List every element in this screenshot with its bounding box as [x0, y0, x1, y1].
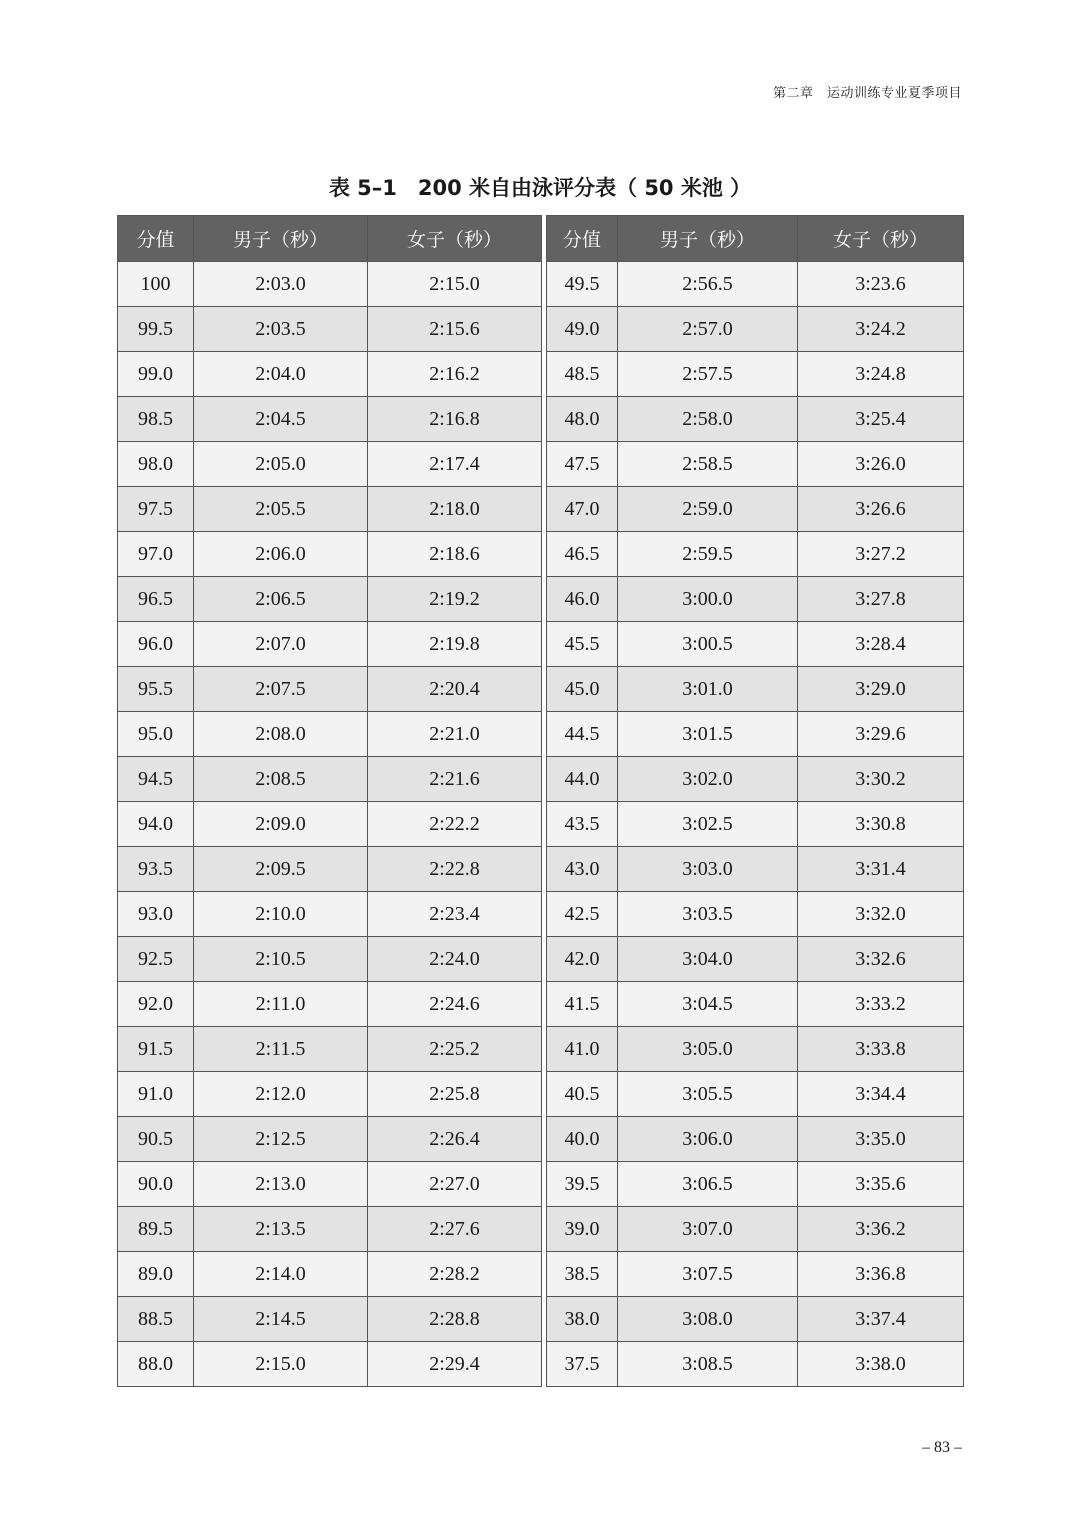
- cell-score: 42.5: [547, 892, 618, 937]
- cell-score: 97.0: [118, 532, 194, 577]
- column-header-score: 分值: [547, 216, 618, 262]
- cell-men-time: 2:59.0: [618, 487, 798, 532]
- cell-men-time: 3:02.5: [618, 802, 798, 847]
- cell-women-time: 2:26.4: [368, 1117, 542, 1162]
- cell-men-time: 3:05.5: [618, 1072, 798, 1117]
- cell-men-time: 2:57.0: [618, 307, 798, 352]
- cell-women-time: 2:15.0: [368, 262, 542, 307]
- cell-men-time: 2:08.5: [194, 757, 368, 802]
- table-row: [118, 1072, 542, 1117]
- cell-women-time: 3:28.4: [798, 622, 964, 667]
- cell-women-time: 2:28.2: [368, 1252, 542, 1297]
- cell-women-time: 3:32.0: [798, 892, 964, 937]
- cell-women-time: 2:20.4: [368, 667, 542, 712]
- cell-score: 98.5: [118, 397, 194, 442]
- table-row: [118, 1027, 542, 1072]
- cell-women-time: 3:32.6: [798, 937, 964, 982]
- cell-score: 37.5: [547, 1342, 618, 1387]
- cell-women-time: 2:22.8: [368, 847, 542, 892]
- cell-men-time: 3:01.5: [618, 712, 798, 757]
- table-row: [118, 667, 542, 712]
- table-row: [118, 802, 542, 847]
- cell-men-time: 2:03.0: [194, 262, 368, 307]
- column-header-women: 女子（秒）: [798, 216, 964, 262]
- cell-score: 98.0: [118, 442, 194, 487]
- cell-men-time: 2:57.5: [618, 352, 798, 397]
- table-row: [118, 937, 542, 982]
- cell-women-time: 2:21.0: [368, 712, 542, 757]
- cell-men-time: 3:07.5: [618, 1252, 798, 1297]
- cell-women-time: 2:18.6: [368, 532, 542, 577]
- cell-women-time: 2:27.6: [368, 1207, 542, 1252]
- cell-women-time: 2:19.8: [368, 622, 542, 667]
- cell-score: 49.5: [547, 262, 618, 307]
- table-row: [547, 532, 964, 577]
- cell-men-time: 3:03.5: [618, 892, 798, 937]
- cell-men-time: 2:58.0: [618, 397, 798, 442]
- cell-score: 44.0: [547, 757, 618, 802]
- cell-score: 90.0: [118, 1162, 194, 1207]
- cell-score: 48.0: [547, 397, 618, 442]
- cell-score: 89.0: [118, 1252, 194, 1297]
- cell-men-time: 2:13.0: [194, 1162, 368, 1207]
- cell-women-time: 3:27.2: [798, 532, 964, 577]
- cell-men-time: 2:10.5: [194, 937, 368, 982]
- cell-men-time: 3:08.5: [618, 1342, 798, 1387]
- cell-men-time: 2:04.0: [194, 352, 368, 397]
- cell-women-time: 3:25.4: [798, 397, 964, 442]
- cell-women-time: 3:26.0: [798, 442, 964, 487]
- table-header-row: [118, 216, 542, 262]
- cell-score: 41.5: [547, 982, 618, 1027]
- table-row: [118, 892, 542, 937]
- cell-score: 39.5: [547, 1162, 618, 1207]
- cell-women-time: 2:24.0: [368, 937, 542, 982]
- cell-women-time: 3:33.2: [798, 982, 964, 1027]
- cell-score: 47.0: [547, 487, 618, 532]
- cell-women-time: 3:30.8: [798, 802, 964, 847]
- cell-women-time: 3:30.2: [798, 757, 964, 802]
- table-row: [118, 352, 542, 397]
- cell-score: 45.5: [547, 622, 618, 667]
- table-title: 表 5–1 200 米自由泳评分表（ 50 米池 ）: [328, 176, 752, 200]
- table-row: [547, 1072, 964, 1117]
- table-row: [118, 307, 542, 352]
- cell-men-time: 3:00.5: [618, 622, 798, 667]
- table-body-left: [118, 262, 542, 1387]
- cell-women-time: 2:19.2: [368, 577, 542, 622]
- table-row: [547, 307, 964, 352]
- table-row: [547, 1162, 964, 1207]
- cell-men-time: 2:12.5: [194, 1117, 368, 1162]
- table-row: [118, 577, 542, 622]
- cell-men-time: 3:04.0: [618, 937, 798, 982]
- cell-score: 99.5: [118, 307, 194, 352]
- cell-score: 95.5: [118, 667, 194, 712]
- table-row: [118, 262, 542, 307]
- cell-score: 44.5: [547, 712, 618, 757]
- cell-men-time: 2:04.5: [194, 397, 368, 442]
- cell-women-time: 3:37.4: [798, 1297, 964, 1342]
- cell-score: 100: [118, 262, 194, 307]
- cell-score: 94.0: [118, 802, 194, 847]
- cell-score: 88.0: [118, 1342, 194, 1387]
- cell-score: 45.0: [547, 667, 618, 712]
- cell-score: 43.5: [547, 802, 618, 847]
- cell-women-time: 3:29.0: [798, 667, 964, 712]
- cell-score: 93.0: [118, 892, 194, 937]
- cell-score: 89.5: [118, 1207, 194, 1252]
- cell-score: 93.5: [118, 847, 194, 892]
- cell-men-time: 3:04.5: [618, 982, 798, 1027]
- table-row: [118, 1207, 542, 1252]
- cell-women-time: 3:36.8: [798, 1252, 964, 1297]
- cell-men-time: 2:06.0: [194, 532, 368, 577]
- cell-women-time: 3:24.8: [798, 352, 964, 397]
- cell-score: 91.0: [118, 1072, 194, 1117]
- cell-women-time: 3:35.6: [798, 1162, 964, 1207]
- cell-score: 88.5: [118, 1297, 194, 1342]
- cell-women-time: 3:26.6: [798, 487, 964, 532]
- table-row: [547, 1252, 964, 1297]
- cell-men-time: 3:02.0: [618, 757, 798, 802]
- cell-score: 46.5: [547, 532, 618, 577]
- cell-score: 38.5: [547, 1252, 618, 1297]
- table-row: [547, 1117, 964, 1162]
- table-header-row: [547, 216, 964, 262]
- cell-men-time: 2:15.0: [194, 1342, 368, 1387]
- table-row: [118, 1162, 542, 1207]
- cell-men-time: 2:14.5: [194, 1297, 368, 1342]
- table-row: [547, 577, 964, 622]
- cell-score: 41.0: [547, 1027, 618, 1072]
- cell-score: 96.5: [118, 577, 194, 622]
- cell-women-time: 3:24.2: [798, 307, 964, 352]
- cell-women-time: 2:18.0: [368, 487, 542, 532]
- cell-score: 47.5: [547, 442, 618, 487]
- cell-men-time: 2:07.0: [194, 622, 368, 667]
- cell-women-time: 3:34.4: [798, 1072, 964, 1117]
- cell-men-time: 2:08.0: [194, 712, 368, 757]
- cell-men-time: 3:06.5: [618, 1162, 798, 1207]
- table-row: [547, 622, 964, 667]
- cell-men-time: 2:14.0: [194, 1252, 368, 1297]
- table-row: [118, 712, 542, 757]
- cell-score: 99.0: [118, 352, 194, 397]
- table-row: [118, 622, 542, 667]
- cell-men-time: 2:09.0: [194, 802, 368, 847]
- table-row: [547, 1027, 964, 1072]
- cell-score: 48.5: [547, 352, 618, 397]
- cell-men-time: 2:13.5: [194, 1207, 368, 1252]
- table-row: [547, 1342, 964, 1387]
- cell-men-time: 3:00.0: [618, 577, 798, 622]
- cell-women-time: 2:16.8: [368, 397, 542, 442]
- table-row: [547, 847, 964, 892]
- table-row: [547, 712, 964, 757]
- running-head: 第二章 运动训练专业夏季项目: [772, 86, 962, 101]
- cell-women-time: 2:29.4: [368, 1342, 542, 1387]
- table-row: [547, 487, 964, 532]
- cell-men-time: 2:05.5: [194, 487, 368, 532]
- cell-men-time: 2:12.0: [194, 1072, 368, 1117]
- cell-score: 91.5: [118, 1027, 194, 1072]
- table-row: [118, 1252, 542, 1297]
- cell-men-time: 3:01.0: [618, 667, 798, 712]
- cell-women-time: 2:25.2: [368, 1027, 542, 1072]
- cell-score: 40.0: [547, 1117, 618, 1162]
- cell-women-time: 2:22.2: [368, 802, 542, 847]
- table-row: [547, 262, 964, 307]
- cell-women-time: 3:36.2: [798, 1207, 964, 1252]
- table-row: [547, 937, 964, 982]
- cell-men-time: 2:11.5: [194, 1027, 368, 1072]
- score-table-left: [117, 215, 542, 1387]
- table-row: [118, 487, 542, 532]
- cell-women-time: 2:17.4: [368, 442, 542, 487]
- cell-men-time: 3:05.0: [618, 1027, 798, 1072]
- cell-men-time: 3:08.0: [618, 1297, 798, 1342]
- cell-women-time: 2:25.8: [368, 1072, 542, 1117]
- cell-women-time: 2:15.6: [368, 307, 542, 352]
- cell-men-time: 2:03.5: [194, 307, 368, 352]
- table-row: [547, 757, 964, 802]
- table-row: [547, 892, 964, 937]
- table-row: [547, 1207, 964, 1252]
- table-row: [118, 757, 542, 802]
- table-row: [547, 667, 964, 712]
- cell-men-time: 2:05.0: [194, 442, 368, 487]
- cell-men-time: 2:10.0: [194, 892, 368, 937]
- cell-men-time: 3:06.0: [618, 1117, 798, 1162]
- cell-men-time: 2:11.0: [194, 982, 368, 1027]
- cell-score: 38.0: [547, 1297, 618, 1342]
- cell-men-time: 3:03.0: [618, 847, 798, 892]
- cell-score: 97.5: [118, 487, 194, 532]
- cell-score: 96.0: [118, 622, 194, 667]
- column-header-score: 分值: [118, 216, 194, 262]
- cell-score: 42.0: [547, 937, 618, 982]
- column-header-men: 男子（秒）: [618, 216, 798, 262]
- table-row: [547, 442, 964, 487]
- table-row: [118, 1297, 542, 1342]
- table-row: [118, 532, 542, 577]
- cell-women-time: 2:28.8: [368, 1297, 542, 1342]
- table-row: [118, 442, 542, 487]
- cell-score: 92.5: [118, 937, 194, 982]
- table-row: [118, 1117, 542, 1162]
- cell-women-time: 3:35.0: [798, 1117, 964, 1162]
- page-number: – 83 –: [922, 1439, 962, 1456]
- cell-men-time: 3:07.0: [618, 1207, 798, 1252]
- table-row: [118, 1342, 542, 1387]
- cell-women-time: 2:16.2: [368, 352, 542, 397]
- table-row: [547, 397, 964, 442]
- column-header-men: 男子（秒）: [194, 216, 368, 262]
- table-row: [547, 352, 964, 397]
- cell-women-time: 2:27.0: [368, 1162, 542, 1207]
- cell-men-time: 2:07.5: [194, 667, 368, 712]
- cell-men-time: 2:06.5: [194, 577, 368, 622]
- score-table-right: [546, 215, 964, 1387]
- cell-women-time: 3:38.0: [798, 1342, 964, 1387]
- table-body-right: [547, 262, 964, 1387]
- cell-women-time: 3:23.6: [798, 262, 964, 307]
- cell-men-time: 2:58.5: [618, 442, 798, 487]
- cell-women-time: 3:33.8: [798, 1027, 964, 1072]
- table-row: [118, 397, 542, 442]
- cell-score: 49.0: [547, 307, 618, 352]
- table-row: [547, 1297, 964, 1342]
- table-row: [547, 802, 964, 847]
- cell-women-time: 2:23.4: [368, 892, 542, 937]
- cell-women-time: 3:27.8: [798, 577, 964, 622]
- cell-men-time: 2:56.5: [618, 262, 798, 307]
- table-row: [547, 982, 964, 1027]
- cell-score: 43.0: [547, 847, 618, 892]
- cell-score: 40.5: [547, 1072, 618, 1117]
- cell-women-time: 2:24.6: [368, 982, 542, 1027]
- table-row: [118, 847, 542, 892]
- cell-score: 94.5: [118, 757, 194, 802]
- cell-women-time: 2:21.6: [368, 757, 542, 802]
- cell-men-time: 2:59.5: [618, 532, 798, 577]
- column-header-women: 女子（秒）: [368, 216, 542, 262]
- cell-score: 39.0: [547, 1207, 618, 1252]
- cell-men-time: 2:09.5: [194, 847, 368, 892]
- table-row: [118, 982, 542, 1027]
- cell-score: 46.0: [547, 577, 618, 622]
- cell-women-time: 3:29.6: [798, 712, 964, 757]
- cell-score: 95.0: [118, 712, 194, 757]
- cell-score: 92.0: [118, 982, 194, 1027]
- cell-women-time: 3:31.4: [798, 847, 964, 892]
- cell-score: 90.5: [118, 1117, 194, 1162]
